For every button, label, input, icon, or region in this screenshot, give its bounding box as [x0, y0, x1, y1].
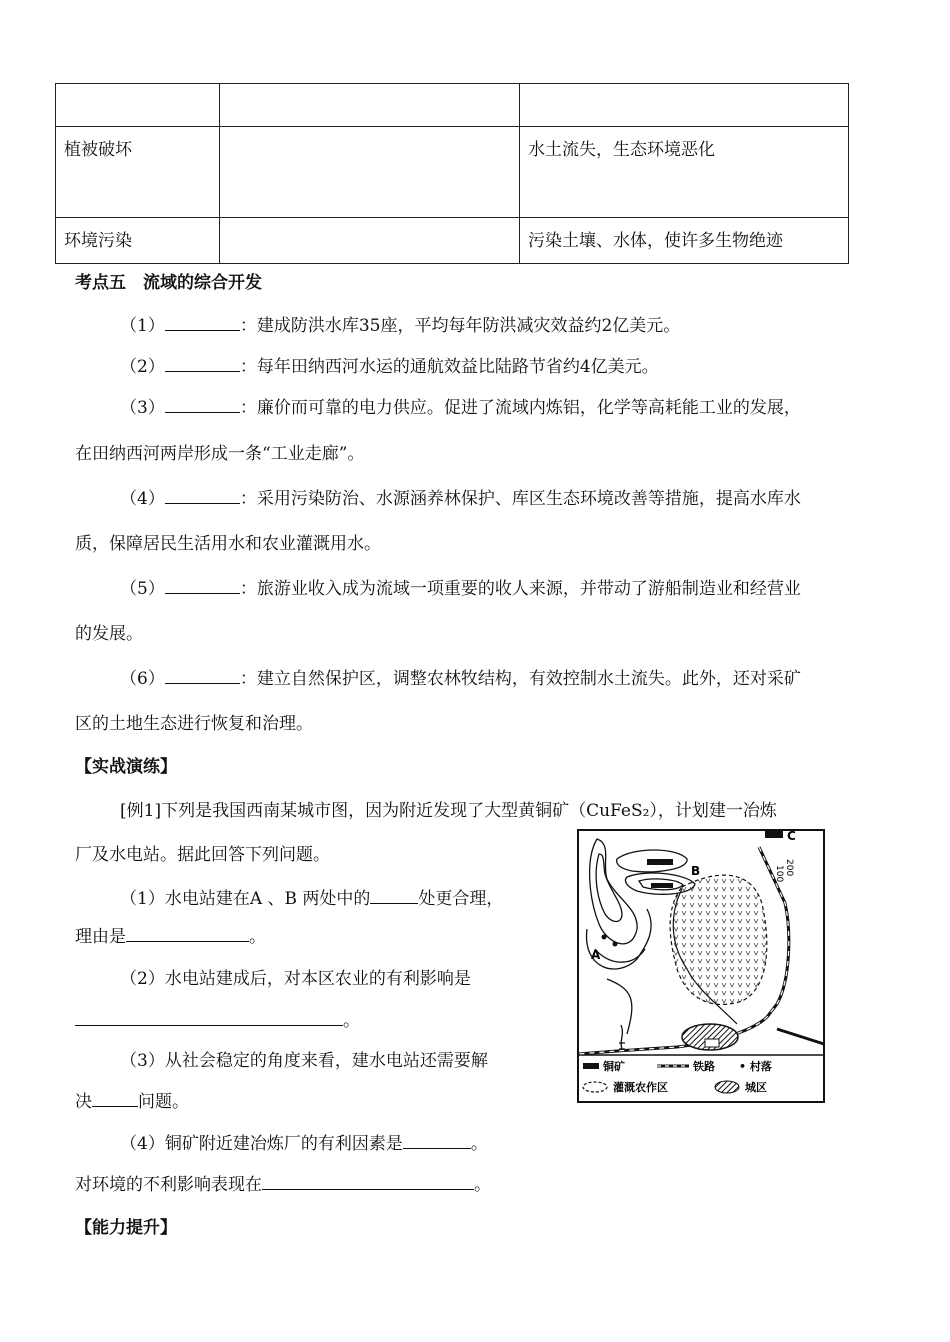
- answer-blank[interactable]: [370, 887, 418, 904]
- legend-city-label: 城区: [745, 1081, 767, 1094]
- list-item: [120, 664, 801, 689]
- list-item: [120, 484, 801, 509]
- answer-blank[interactable]: [75, 1009, 343, 1026]
- village-dot: [613, 942, 618, 947]
- answer-blank[interactable]: [126, 925, 249, 942]
- mine-marker: [651, 883, 673, 888]
- table-cell: [520, 84, 849, 127]
- answer-blank[interactable]: [165, 396, 240, 413]
- table-cell: 植被破坏: [56, 127, 220, 218]
- list-item: [120, 311, 680, 336]
- legend-mine-swatch: [583, 1063, 599, 1069]
- question-text: 问题。: [138, 1092, 189, 1112]
- question-text: 。: [474, 1175, 491, 1195]
- item-continuation: 的发展。: [75, 624, 143, 644]
- list-item: [120, 574, 801, 599]
- example-text: 厂及水电站。据此回答下列问题。: [75, 845, 330, 865]
- question-text: 决: [75, 1092, 92, 1112]
- item-number: （1）: [120, 316, 165, 336]
- item-text: ：旅游业收入成为流域一项重要的收人来源，并带动了游船制造业和经营业: [239, 579, 801, 599]
- legend-irrigation-label: 灌溉农作区: [613, 1081, 668, 1094]
- label-b: B: [691, 864, 701, 878]
- question-4: [120, 1129, 488, 1154]
- item-text: ：每年田纳西河水运的通航效益比陆路节省约4亿美元。: [239, 357, 659, 377]
- practice-heading: 【实战演练】: [75, 757, 177, 777]
- item-number: （2）: [120, 357, 165, 377]
- pollution-table: [55, 83, 849, 264]
- section-title: 考点五 流域的综合开发: [75, 273, 262, 293]
- table-cell: 水土流失，生态环境恶化: [520, 127, 849, 218]
- question-text: 处更合理，: [418, 889, 504, 909]
- item-text: ：采用污染防治、水源涵养林保护、库区生态环境改善等措施，提高水库水: [239, 489, 801, 509]
- table-cell: [220, 84, 520, 127]
- item-number: （5）: [120, 579, 165, 599]
- legend-city-swatch: [715, 1081, 739, 1093]
- contour-label-100: 100: [774, 865, 784, 883]
- answer-blank[interactable]: [165, 577, 240, 594]
- question-4-cont: [75, 1170, 491, 1195]
- answer-blank[interactable]: [92, 1090, 138, 1107]
- answer-blank[interactable]: [165, 667, 240, 684]
- item-text: ：廉价而可靠的电力供应。促进了流域内炼铝，化学等高耗能工业的发展，: [239, 398, 801, 418]
- question-text: 。: [470, 1134, 488, 1154]
- item-number: （4）: [120, 489, 165, 509]
- question-text: （1）水电站建在A 、B 两处中的: [120, 889, 371, 909]
- question-3: （3）从社会稳定的角度来看，建水电站还需要解: [120, 1051, 488, 1071]
- table-row: [56, 127, 849, 218]
- question-2-answer: [75, 1006, 360, 1031]
- answer-blank[interactable]: [403, 1132, 471, 1149]
- contour-label-200: 200: [784, 859, 794, 877]
- city-map-figure: [577, 829, 825, 1103]
- ability-heading: 【能力提升】: [75, 1218, 177, 1238]
- answer-blank[interactable]: [165, 487, 240, 504]
- question-text: 。: [343, 1011, 360, 1031]
- question-2: （2）水电站建成后，对本区农业的有利影响是: [120, 969, 471, 989]
- answer-blank[interactable]: [165, 314, 240, 331]
- question-1: [120, 884, 503, 909]
- table-cell: 环境污染: [56, 218, 220, 264]
- question-1-reason: [75, 922, 266, 947]
- list-item: [120, 352, 659, 377]
- mine-marker: [647, 859, 673, 865]
- station-icon: [705, 1039, 719, 1047]
- table-cell: [220, 218, 520, 264]
- question-text: （4）铜矿附近建冶炼厂的有利因素是: [120, 1134, 403, 1154]
- item-text: ：建成防洪水库35座，平均每年防洪减灾效益约2亿美元。: [239, 316, 681, 336]
- mine-marker: [765, 831, 783, 838]
- answer-blank[interactable]: [165, 355, 240, 372]
- legend-rail-label: 铁路: [693, 1060, 715, 1073]
- label-c: C: [787, 829, 796, 843]
- question-text: 对环境的不利影响表现在: [75, 1175, 262, 1195]
- question-text: 。: [249, 927, 266, 947]
- table-cell: [56, 84, 220, 127]
- table-row: [56, 84, 849, 127]
- table-cell: [220, 127, 520, 218]
- item-text: ：建立自然保护区，调整农林牧结构，有效控制水土流失。此外，还对采矿: [239, 669, 801, 689]
- example-text: [例1]下列是我国西南某城市图，因为附近发现了大型黄铜矿（CuFeS₂），计划建一冶炼: [120, 801, 777, 821]
- list-item: [120, 393, 801, 418]
- item-number: （3）: [120, 398, 165, 418]
- question-3-cont: [75, 1087, 189, 1112]
- item-continuation: 质，保障居民生活用水和农业灌溉用水。: [75, 534, 381, 554]
- table-row: [56, 218, 849, 264]
- item-number: （6）: [120, 669, 165, 689]
- label-a: A: [591, 948, 601, 962]
- village-dot: [602, 935, 607, 940]
- item-continuation: 区的土地生态进行恢复和治理。: [75, 714, 313, 734]
- question-text: 理由是: [75, 927, 126, 947]
- legend-village-label: • 村落: [739, 1060, 772, 1073]
- table-cell: 污染土壤、水体，使许多生物绝迹: [520, 218, 849, 264]
- legend-mine-label: 铜矿: [603, 1060, 625, 1073]
- item-continuation: 在田纳西河两岸形成一条“工业走廊”。: [75, 444, 365, 464]
- answer-blank[interactable]: [262, 1173, 474, 1190]
